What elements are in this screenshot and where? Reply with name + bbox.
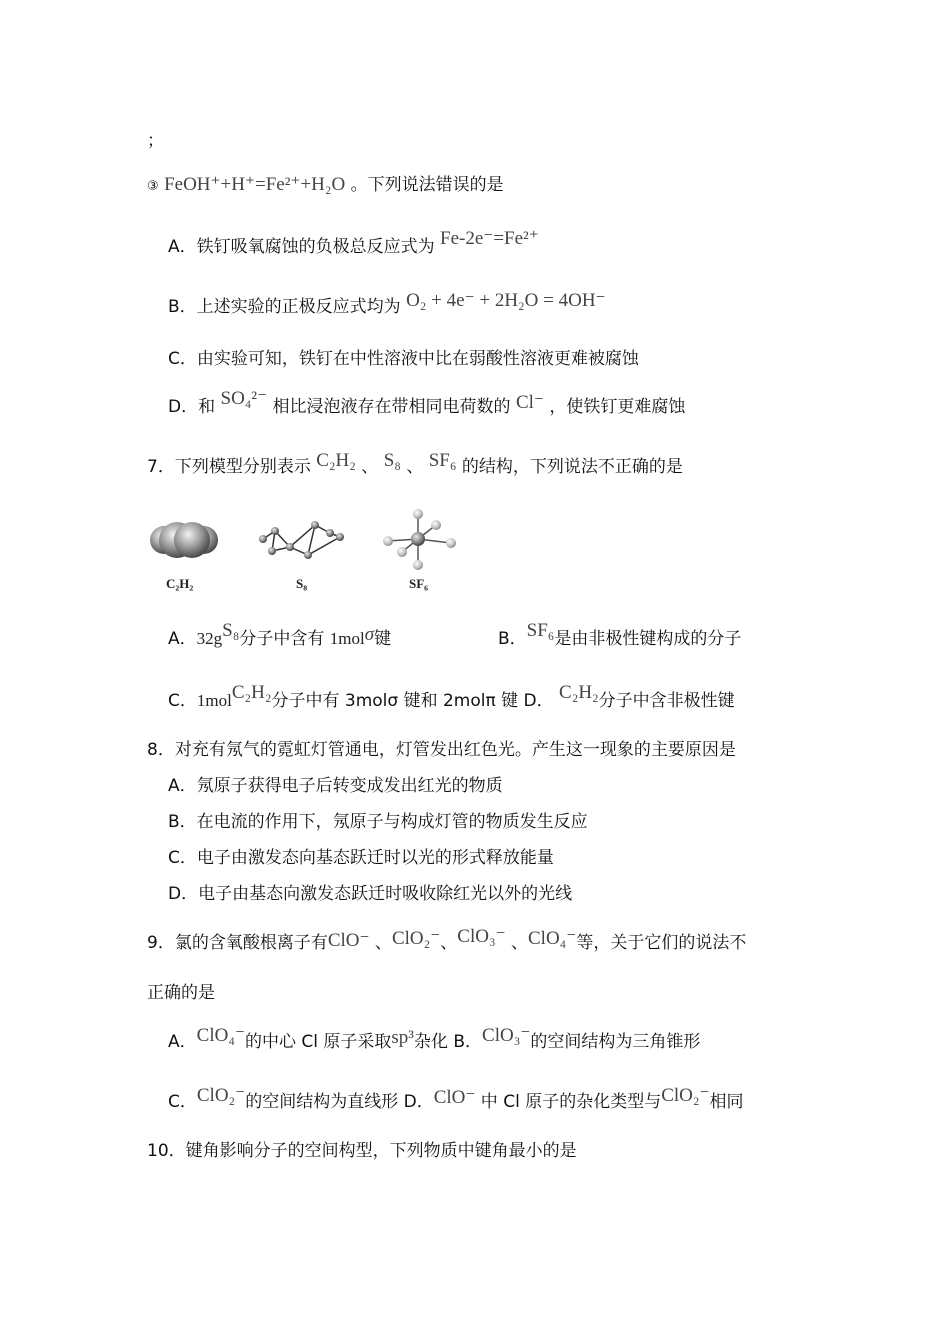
q7-option-a-mass: 32g (196, 629, 223, 648)
s8-label: S₈ (296, 576, 308, 591)
q7-stem (147, 452, 683, 478)
sigma-symbol: σ (364, 624, 375, 645)
s8-model (259, 521, 344, 559)
q6-option-a-equation: Fe-2e⁻=Fe²⁺ (440, 228, 539, 249)
q6-option-a (168, 228, 539, 258)
q9-option-c-ion: ClO₂⁻ (196, 1085, 246, 1106)
q9-option-c-tail: 的空间结构为直线形 D． (245, 1092, 434, 1112)
c2h2-label: C₂H₂ (166, 576, 194, 591)
q9-option-a-pre: A． (168, 1032, 197, 1052)
c2h2-model (150, 522, 218, 558)
q8-option-a: A．氖原子获得电子后转变成发出红光的物质 (168, 776, 503, 796)
q9-option-b-tail: 的空间结构为三角锥形 (530, 1032, 701, 1052)
q9-option-d-ion2: ClO₂⁻ (661, 1085, 710, 1106)
semicolon-text: ； (147, 131, 164, 151)
q6-option-b (168, 292, 606, 318)
q9-sep-3: 、 (505, 933, 528, 953)
q9-ion-clo2: ClO₂⁻ (391, 928, 441, 949)
q7-option-b-tail: 是由非极性键构成的分子 (554, 629, 742, 649)
q6-option-d-pre: D．和 (168, 397, 216, 417)
q7-option-a-tail: 键 (374, 629, 392, 649)
q9-option-c-pre: C． (168, 1092, 197, 1112)
q6-option-b-equation: O₂ + 4e⁻ + 2H₂O = 4OH⁻ (406, 290, 606, 311)
q7-option-b-formula: SF₆ (526, 620, 555, 641)
q10-stem: 10．键角影响分子的空间构型，下列物质中键角最小的是 (147, 1141, 577, 1161)
q7-options-cd (168, 682, 735, 712)
q8-option-c: C．电子由激发态向基态跃迁时以光的形式释放能量 (168, 848, 554, 868)
q7-option-b-pre: B． (498, 629, 527, 649)
q7-option-a-mid: 分子中含有 (239, 629, 325, 649)
q7-option-c-mol: 1mol (196, 691, 232, 710)
q9-options-ab (168, 1027, 700, 1053)
q7-option-c-tail: 分子中有 3molσ 键和 2molπ 键 D． (271, 691, 554, 711)
q7-option-a-mol: 1mol (329, 629, 365, 648)
sf6-model (383, 509, 456, 570)
q9-ion-clo3: ClO₃⁻ (457, 926, 506, 947)
q9-option-a-mid: 的中心 Cl 原子采取 (244, 1032, 392, 1052)
q6-item3-equation: FeOH⁺+H⁺=Fe²⁺+H₂O (164, 174, 346, 195)
q9-option-a-tail: 杂化 B． (413, 1032, 483, 1052)
q7-formula-sf6: SF₆ (428, 450, 457, 471)
q7-option-c-pre: C． (168, 691, 197, 711)
q7-separator-2: 、 (406, 457, 424, 477)
sp3-hybrid: sp³ (391, 1027, 414, 1048)
q9-stem (147, 928, 746, 954)
q6-option-d (168, 388, 686, 418)
q7-separator-1: 、 (361, 457, 379, 477)
q7-option-a-formula: S₈ (222, 620, 240, 641)
q6-option-a-text: A．铁钉吸氧腐蚀的负极总反应式为 (168, 237, 435, 257)
q9-ion-clo: ClO⁻ (327, 930, 370, 951)
q7-stem-tail: 的结构，下列说法不正确的是 (461, 457, 683, 477)
q6-option-b-text: B．上述实验的正极反应式均为 (168, 297, 401, 317)
q9-sep-2: 、 (440, 933, 458, 953)
q6-option-c: C．由实验可知，铁钉在中性溶液中比在弱酸性溶液更难被腐蚀 (168, 349, 639, 369)
q9-sep-1: 、 (369, 933, 392, 953)
molecular-models-figure (140, 505, 480, 575)
q9-ion-clo4: ClO₄⁻ (528, 928, 577, 949)
q8-stem: 8．对充有氖气的霓虹灯管通电，灯管发出红色光。产生这一现象的主要原因是 (147, 740, 736, 760)
q7-option-a-pre: A． (168, 629, 197, 649)
q8-option-d: D．电子由基态向激发态跃迁时吸收除红光以外的光线 (168, 884, 573, 904)
q7-option-d-formula: C₂H₂ (559, 682, 599, 703)
q9-stem-pre: 9．氯的含氧酸根离子有 (147, 933, 328, 953)
q6-item3 (147, 170, 504, 196)
q7-formula-s8: S₈ (383, 450, 401, 471)
q9-option-d-tail: 相同 (709, 1092, 744, 1112)
chloride-formula: Cl⁻ (515, 392, 544, 413)
q8-option-b: B．在电流的作用下，氖原子与构成灯管的物质发生反应 (168, 812, 588, 832)
q7-stem-pre: 7．下列模型分别表示 (147, 457, 311, 477)
q6-option-d-tail: ，使铁钉更难腐蚀 (549, 397, 686, 417)
sulfate-formula: SO₄²⁻ (220, 388, 268, 409)
q9-option-b-ion: ClO₃⁻ (482, 1025, 531, 1046)
q9-options-cd (168, 1087, 744, 1113)
circled-number-3: ③ (147, 179, 159, 194)
q6-option-d-mid: 相比浸泡液存在带相同电荷数的 (272, 397, 511, 417)
q9-option-d-mid: 中 Cl 原子的杂化类型与 (475, 1092, 662, 1112)
q9-option-a-ion: ClO₄⁻ (196, 1025, 245, 1046)
q7-formula-c2h2: C₂H₂ (316, 450, 356, 471)
q9-stem-line2: 正确的是 (147, 983, 215, 1003)
q9-stem-tail: 等，关于它们的说法不 (576, 933, 747, 953)
q7-option-d-tail: 分子中含非极性键 (598, 691, 735, 711)
sf6-label: SF₆ (409, 576, 429, 591)
q7-option-b (498, 620, 742, 650)
q7-option-c-formula: C₂H₂ (231, 682, 272, 703)
q9-option-d-ion: ClO⁻ (433, 1087, 476, 1108)
q6-item3-tail: 。下列说法错误的是 (350, 175, 504, 195)
q7-option-a (168, 620, 392, 650)
